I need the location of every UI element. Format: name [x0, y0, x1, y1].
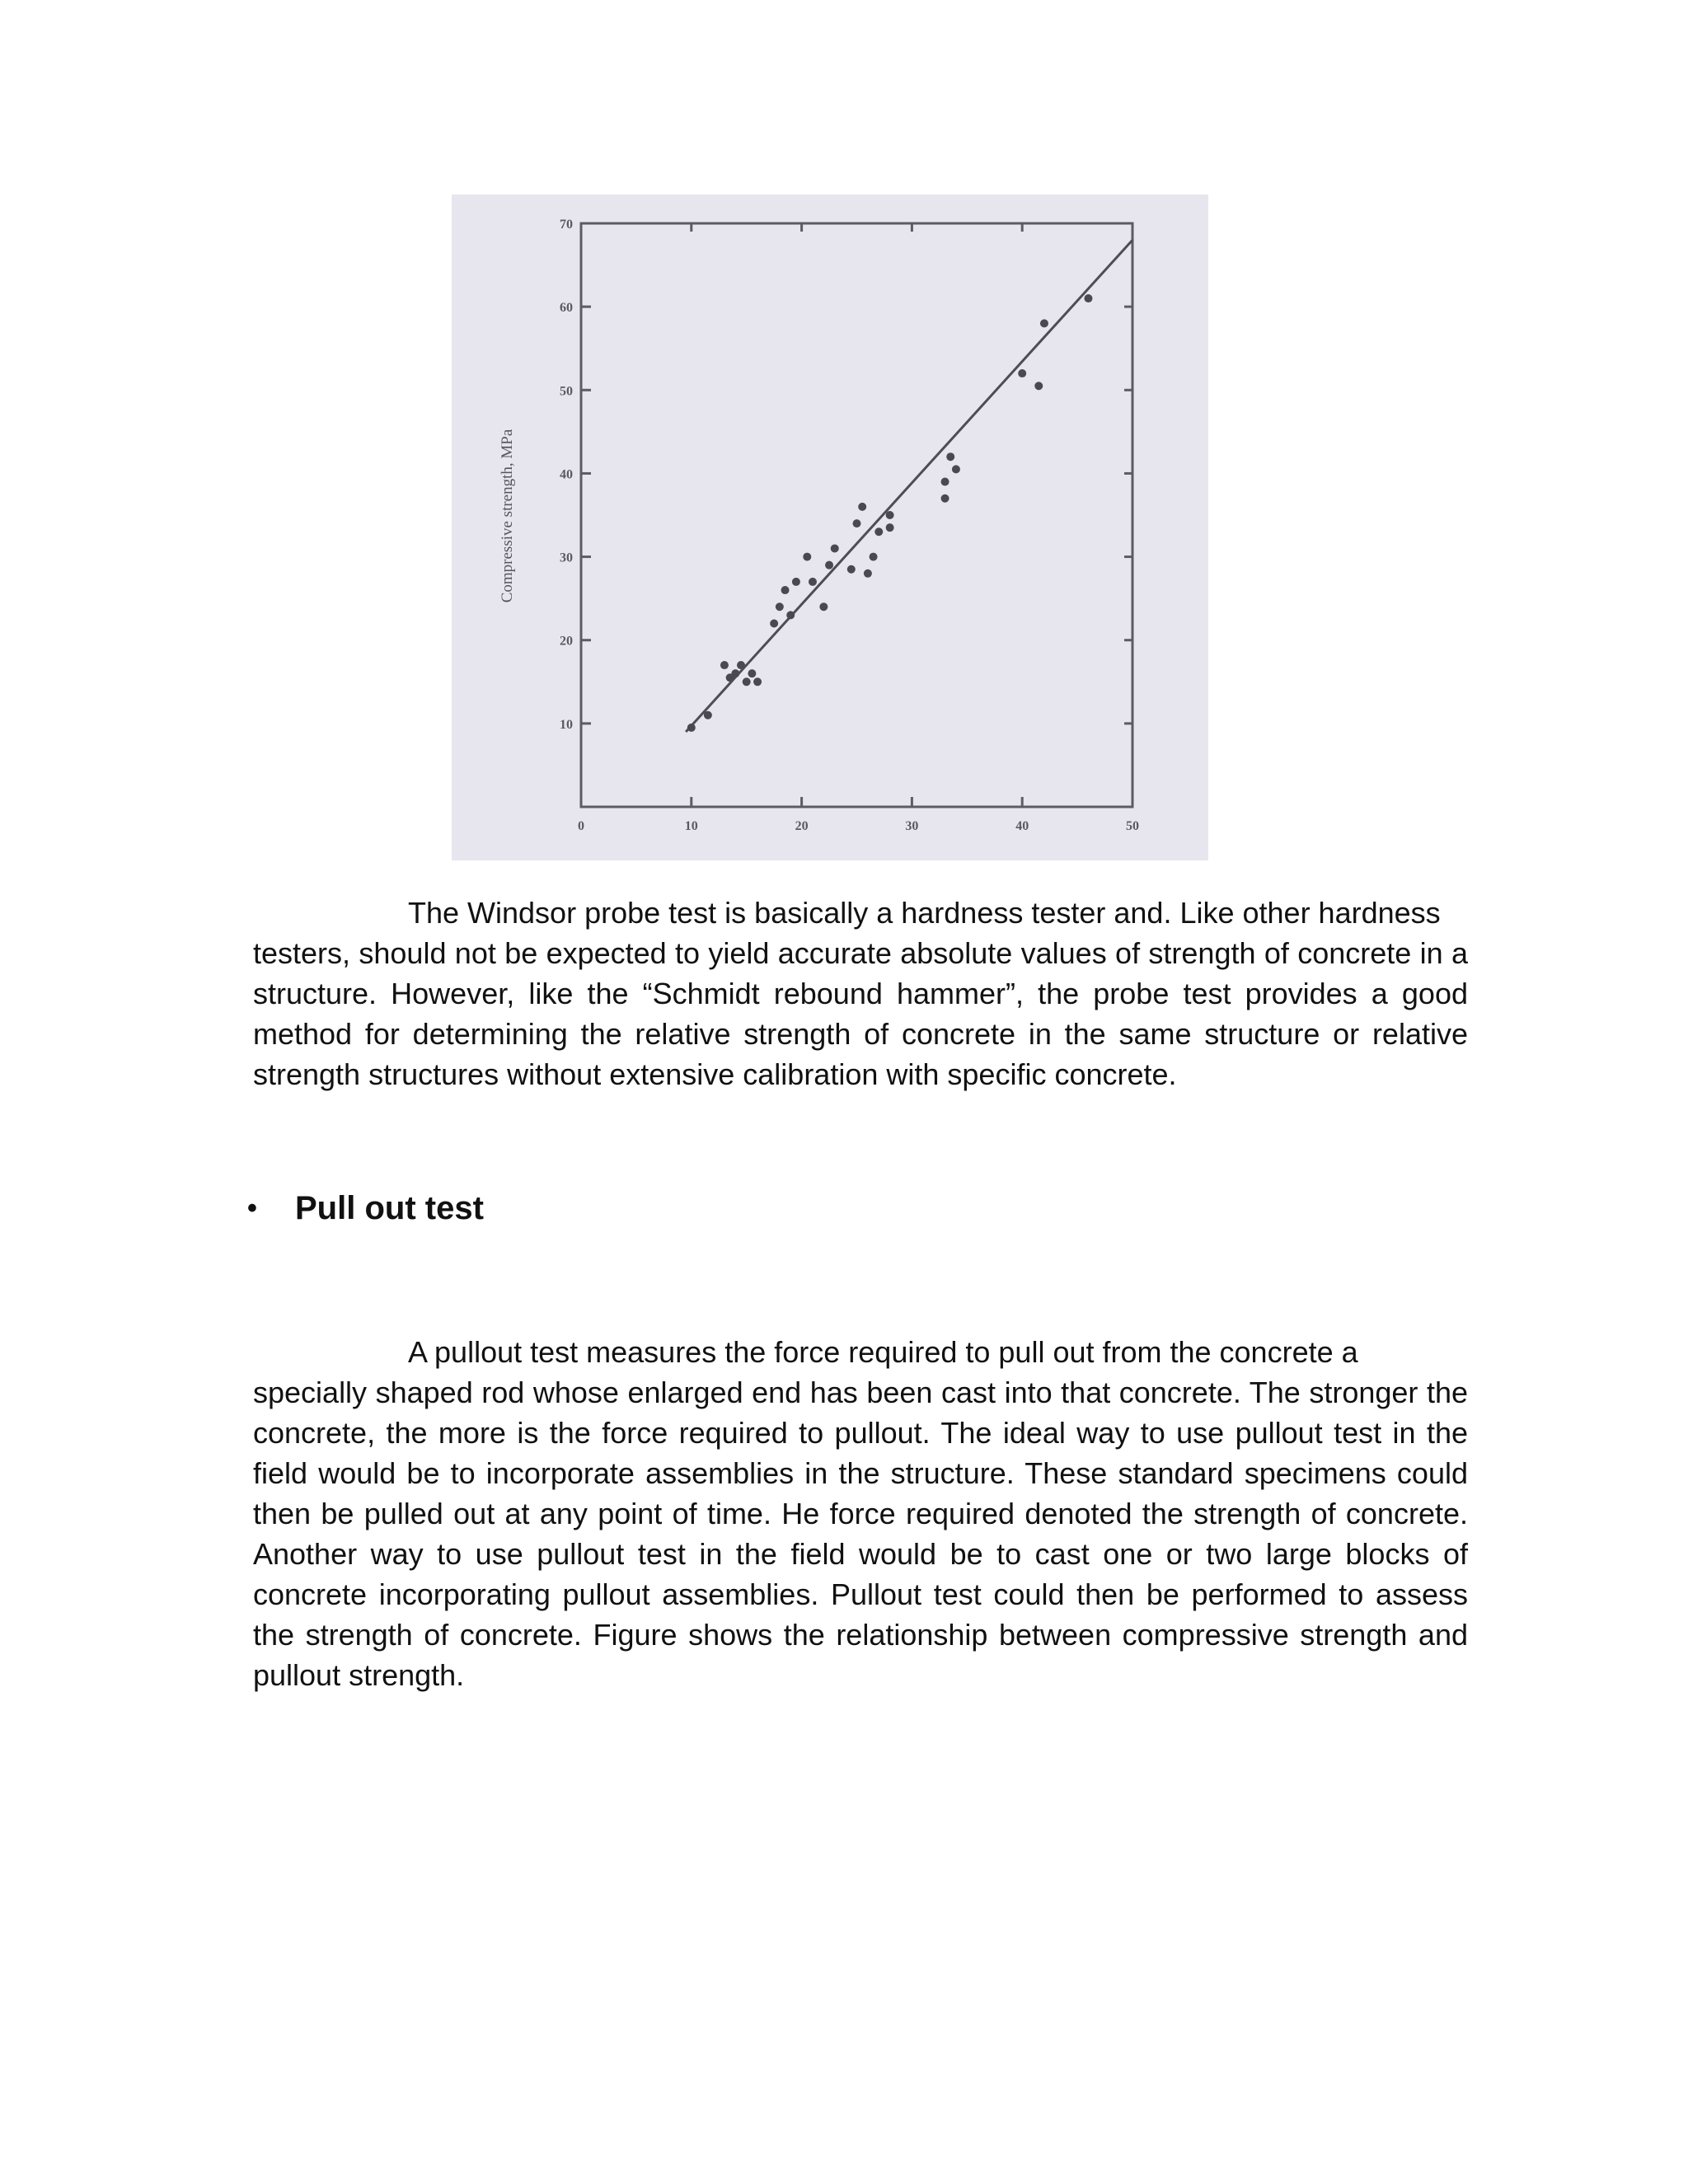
- data-point: [1018, 369, 1026, 377]
- paragraph-first-line: A pullout test measures the force required to pull out from the concrete a: [408, 1335, 1358, 1369]
- paragraph-first-line: The Windsor probe test is basically a hardness tester and. Like other hardness: [408, 896, 1441, 930]
- x-axis-ticks: [578, 223, 1139, 833]
- plot-frame: [581, 223, 1132, 807]
- data-point: [770, 619, 778, 627]
- section-heading: [247, 1185, 484, 1231]
- data-point: [731, 669, 739, 677]
- fit-line: [686, 240, 1132, 732]
- y-tick-label: 10: [560, 717, 573, 732]
- y-axis-ticks: [560, 218, 1132, 732]
- data-point: [1084, 294, 1092, 302]
- data-point: [864, 569, 872, 578]
- y-tick-label: 60: [560, 301, 573, 316]
- paragraph-body: specially shaped rod whose enlarged end has been cast into that concrete. The stronger the concrete, the more is the force required to pullout. The ideal way to use pullout test in the field would be to incorporate assemblies in the structure. These standard specimens could then be pulled out at any point of time. He force required denoted the strength of concrete. Another way to use pullout test in the field would be to cast one or two large blocks of concrete incorporating pullout assemblies. Pullout test could then be performed to assess the strength of concrete. Figure shows the relationship between compressive strength and pullout strength.: [253, 1376, 1468, 1692]
- data-point: [748, 669, 756, 677]
- pullout-test-paragraph: [253, 1332, 1468, 1695]
- data-point: [853, 519, 861, 527]
- data-point: [781, 586, 790, 594]
- section-title: Pull out test: [295, 1190, 484, 1226]
- data-point: [1034, 382, 1043, 390]
- y-tick-label: 50: [560, 384, 573, 399]
- data-point: [847, 565, 856, 574]
- data-point: [946, 452, 954, 461]
- data-point: [743, 677, 751, 686]
- data-points: [687, 294, 1093, 732]
- data-point: [941, 494, 950, 503]
- scatter-chart-figure: [452, 194, 1208, 860]
- data-point: [886, 511, 894, 519]
- x-tick-label: 30: [905, 819, 919, 833]
- data-point: [687, 724, 696, 732]
- paragraph-body: testers, should not be expected to yield accurate absolute values of strength of concrete in a structure. However, like the “Schmidt rebound hammer”, the probe test provides a good method for determining the relative strength of concrete in the same structure or relative strength structures without extensive calibration with specific concrete.: [253, 936, 1468, 1091]
- data-point: [819, 602, 828, 611]
- data-point: [941, 478, 950, 486]
- data-point: [753, 677, 762, 686]
- data-point: [803, 553, 811, 561]
- data-point: [886, 523, 894, 532]
- data-point: [720, 661, 729, 669]
- data-point: [952, 465, 960, 473]
- data-point: [870, 553, 878, 561]
- data-point: [809, 578, 817, 586]
- data-point: [831, 544, 839, 552]
- y-tick-label: 30: [560, 551, 573, 565]
- data-point: [792, 578, 800, 586]
- bullet-icon: •: [247, 1193, 257, 1224]
- y-axis-label: Compressive strength, MPa: [499, 429, 516, 603]
- data-point: [704, 711, 712, 719]
- y-tick-label: 20: [560, 634, 573, 649]
- windsor-probe-paragraph: [253, 893, 1468, 1094]
- x-tick-label: 0: [578, 819, 584, 833]
- y-tick-label: 70: [560, 218, 573, 232]
- data-point: [858, 503, 866, 511]
- x-tick-label: 50: [1126, 819, 1139, 833]
- data-point: [776, 602, 784, 611]
- data-point: [786, 611, 795, 619]
- x-tick-label: 20: [795, 819, 809, 833]
- x-tick-label: 40: [1015, 819, 1029, 833]
- chart-svg: [452, 194, 1208, 860]
- data-point: [737, 661, 745, 669]
- x-tick-label: 10: [684, 819, 698, 833]
- data-point: [825, 561, 833, 569]
- data-point: [1040, 319, 1048, 327]
- data-point: [874, 527, 883, 536]
- y-tick-label: 40: [560, 467, 573, 482]
